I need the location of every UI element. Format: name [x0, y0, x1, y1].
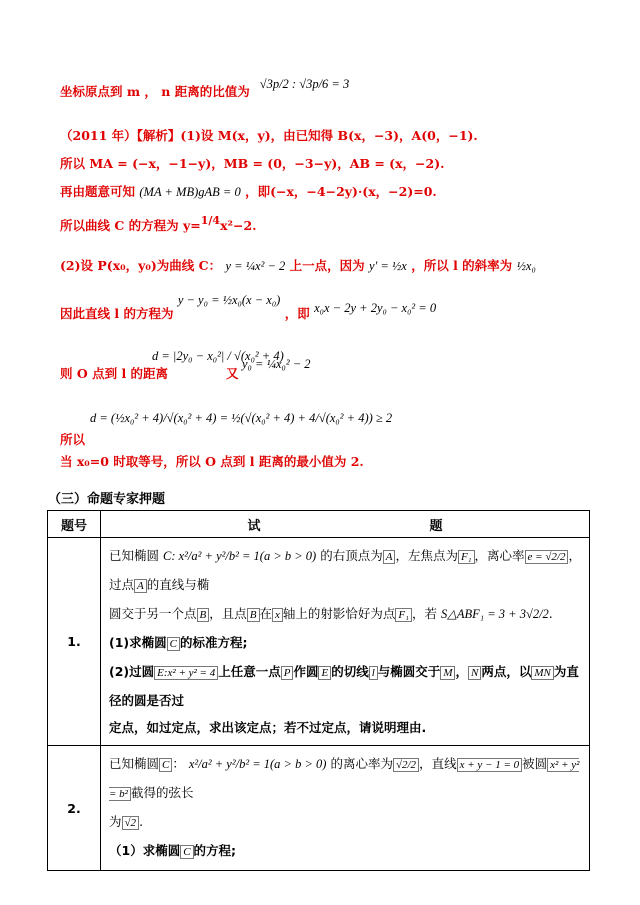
solution-line-10 — [60, 454, 364, 470]
tangent-general-formula: x₀x − 2y + 2y₀ − x₀² = 0 — [314, 301, 437, 315]
problem-text-1 — [101, 538, 590, 746]
solution-line-3 — [60, 156, 445, 172]
solution-line-5 — [60, 214, 257, 235]
year-tag: （2011 年）【解析】 — [60, 128, 181, 143]
p1-part2: (2)过圆 E:x² + y² = 4 上任意一点 P 作圆 E 的切线 l 与椭圆交于 M ， N 两点，以 MN 为直径的圆是否过 — [109, 664, 579, 708]
line8-mid: 又 — [226, 366, 239, 381]
line5-text: 所以曲线 C 的方程为 y= — [60, 218, 201, 233]
p1-area: S△ABF₁ = 3 + 3√2/2 — [440, 607, 549, 621]
solution-line-9 — [60, 411, 393, 448]
line7-pre: 因此直线 l 的方程为 — [60, 306, 174, 321]
ratio-formula: √3p/2 : √3p/6 = 3 — [259, 77, 350, 91]
section-title: （三）命题专家押题 — [48, 492, 166, 507]
p2-part1: （1）求椭圆 C 的方程; — [109, 843, 237, 858]
solution-line-2 — [60, 128, 478, 144]
p1-line-a: 已知椭圆 C: x²/a² + y²/b² = 1(a > b > 0) 的右顶点为 A ，左焦点为 F₁ ，离心率 e = √2/2 ，过点 A 的直线与椭 — [109, 548, 581, 592]
distance-inequality: d = (½x₀² + 4)/√(x₀² + 4) = ½(√(x₀² + 4) + 4/√(x₀² + 4)) ≥ 2 — [90, 411, 393, 425]
problem-text-2 — [101, 746, 590, 871]
line2-text: (1)设 M(x，y)，由已知得 B(x，−3)，A(0，−1). — [180, 128, 478, 143]
y0-formula: y₀ = ¼x₀² − 2 — [242, 357, 311, 371]
p1-part1: (1)求椭圆 C 的标准方程; — [109, 635, 248, 650]
line8-pre: 则 O 点到 l 的距离 — [60, 366, 169, 381]
slope-formula: ½x₀ — [516, 259, 536, 273]
line7-mid: ，即 — [284, 306, 310, 321]
line5-post: x²−2. — [220, 218, 257, 233]
p1-ellipse: C: x²/a² + y²/b² = 1(a > b > 0) — [163, 549, 317, 563]
problem-number-2: 2. — [48, 746, 101, 871]
table-row — [48, 746, 590, 871]
line4-pre: 再由题意可知 — [60, 184, 136, 199]
line4-post: ，即(−x，−4−2y)·(x，−2)=0. — [245, 184, 437, 199]
table-header — [48, 511, 590, 538]
line1-text: 坐标原点到 m ， n 距离的比值为 — [60, 84, 250, 99]
solution-line-8 — [60, 349, 311, 382]
p1-line-b: 圆交于另一个点 B ，且点 B 在 x 轴上的射影恰好为点 F₁ ，若 S△ABF₁ = 3 + 3√2/2. — [109, 606, 553, 621]
tangent-formula: y − y₀ = ½x₀(x − x₀) — [177, 293, 281, 307]
curve-formula: y = ¼x² − 2 — [225, 259, 286, 273]
p2-ellipse: x²/a² + y²/b² = 1(a > b > 0) — [188, 757, 327, 771]
line6-mid: 上一点，因为 — [289, 258, 365, 273]
line6-mid2: ，所以 l 的斜率为 — [411, 258, 513, 273]
header-title: 试 题 — [101, 511, 590, 538]
solution-line-7 — [60, 293, 437, 322]
problems-table — [47, 510, 590, 871]
p2-line-a: 已知椭圆 C ： x²/a² + y²/b² = 1(a > b > 0) 的离心率为 √2/2 ，直线 x + y − 1 = 0 被圆 x² + y² = b² 截得的弦长 — [109, 756, 580, 800]
solution-line-1 — [60, 77, 350, 100]
line5-frac: 1/4 — [200, 214, 221, 227]
line6-pre: (2)设 P(x₀，y₀)为曲线 C： — [60, 258, 222, 273]
p2-line-b: 为 √2 . — [109, 814, 144, 829]
line10-text: 当 x₀=0 时取等号，所以 O 点到 l 距离的最小值为 2. — [60, 454, 364, 469]
p1-part2-cont: 定点，如过定点，求出该定点；若不过定点，请说明理由. — [109, 720, 427, 735]
distance-formula: d = |2y₀ − x₀²| / √(x₀² + 4) — [152, 349, 284, 363]
header-num: 题号 — [48, 511, 101, 538]
problem-number-1: 1. — [48, 538, 101, 746]
solution-line-6 — [60, 258, 536, 274]
table-row — [48, 538, 590, 746]
derivative-formula: y' = ½x — [369, 259, 407, 273]
line3-text: 所以 MA = (−x，−1−y)，MB = (0，−3−y)，AB = (x，−2). — [60, 156, 445, 171]
line9-pre: 所以 — [60, 432, 86, 447]
solution-line-4 — [60, 184, 437, 200]
vector-formula: (MA + MB)gAB = 0 — [139, 185, 241, 199]
